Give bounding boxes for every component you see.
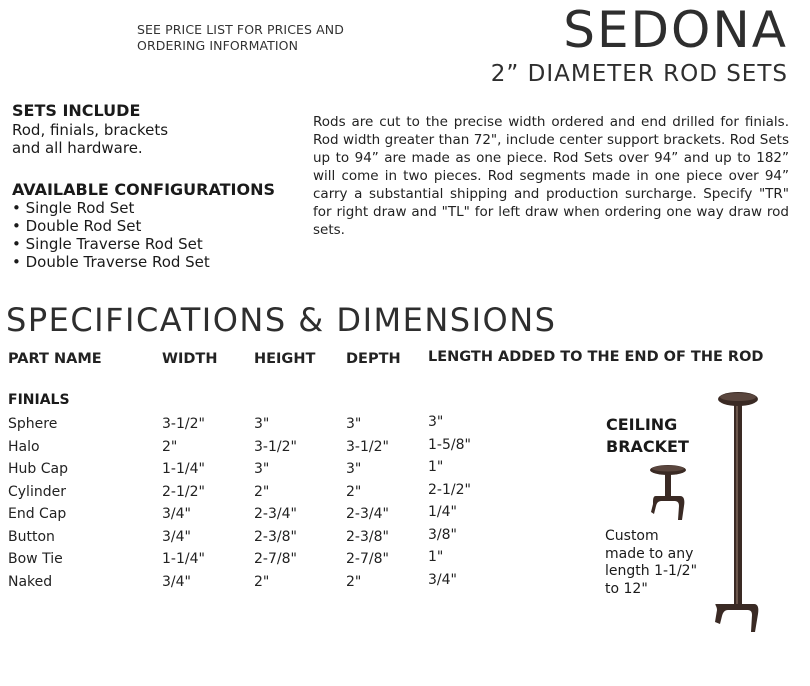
custom-length-note: [605, 528, 715, 598]
sets-include-heading: SETS INCLUDE: [12, 101, 141, 120]
table-cell-depth: 2-3/8": [346, 528, 389, 545]
header-width: WIDTH: [162, 351, 218, 367]
price-note-line-2: ORDERING INFORMATION: [137, 38, 299, 53]
table-cell-height: 2-7/8": [254, 551, 297, 567]
table-cell-width: 3-1/2": [162, 416, 205, 432]
table-cell-name: Bow Tie: [8, 551, 63, 567]
ceiling-title-line-1: CEILING: [606, 415, 678, 434]
table-cell-name: Cylinder: [8, 483, 66, 500]
table-cell-depth: 2-3/4": [346, 506, 389, 522]
finials-group-label: FINIALS: [8, 392, 70, 408]
table-cell-depth: 3": [346, 416, 362, 432]
configurations-list: [12, 199, 210, 271]
config-item: • Single Traverse Rod Set: [12, 235, 210, 253]
table-cell-width: 3/4": [162, 573, 191, 590]
table-cell-length: 3/8": [428, 526, 457, 543]
price-list-note: [137, 22, 344, 54]
table-cell-length: 1": [428, 549, 444, 565]
configurations-heading: AVAILABLE CONFIGURATIONS: [12, 180, 275, 199]
table-cell-length: 2-1/2": [428, 481, 471, 498]
header-length: LENGTH ADDED TO THE END OF THE ROD: [428, 349, 764, 365]
product-subtitle: 2” DIAMETER ROD SETS: [490, 61, 788, 87]
rod-description: Rods are cut to the precise width ordered and end drilled for finials. Rod width greater than 72", include center support brackets. Rod Sets up to 94” are made as one piece. Rod Sets over 94” and up to 182” will come in two pieces. Rod segments made in one piece over 94” carry a substantial shipping and production surcharge. Specify "TR" for right draw and "TL" for left draw when ordering one way draw rod sets.: [313, 114, 789, 238]
table-cell-width: 2-1/2": [162, 483, 205, 500]
sets-include-line-2: and all hardware.: [12, 139, 143, 157]
table-cell-name: End Cap: [8, 506, 67, 522]
price-note-line-1: SEE PRICE LIST FOR PRICES AND: [137, 22, 344, 37]
table-cell-depth: 3-1/2": [346, 438, 389, 455]
custom-note-line-2: made to any: [605, 545, 694, 562]
table-cell-length: 3/4": [428, 571, 457, 588]
table-cell-width: 3/4": [162, 506, 191, 522]
custom-note-line-4: to 12": [605, 580, 648, 597]
table-cell-name: Halo: [8, 438, 40, 455]
table-cell-width: 1-1/4": [162, 551, 205, 567]
sets-include-text: [12, 121, 202, 157]
table-cell-width: 1-1/4": [162, 461, 205, 477]
header-part-name: PART NAME: [8, 351, 102, 367]
table-cell-height: 3": [254, 416, 270, 432]
table-cell-depth: 2": [346, 573, 362, 590]
table-cell-height: 3-1/2": [254, 438, 297, 455]
specifications-title: SPECIFICATIONS & DIMENSIONS: [6, 301, 557, 339]
depth-column: [346, 413, 389, 593]
table-cell-height: 3": [254, 461, 270, 477]
header-height: HEIGHT: [254, 351, 316, 367]
table-cell-width: 2": [162, 438, 178, 455]
custom-note-line-1: Custom: [605, 528, 659, 544]
header-depth: DEPTH: [346, 351, 401, 367]
width-column: [162, 413, 205, 593]
table-cell-height: 2": [254, 483, 270, 500]
table-cell-name: Sphere: [8, 416, 58, 432]
long-ceiling-bracket-image: [708, 388, 768, 644]
length-column: [428, 411, 471, 591]
custom-note-line-3: length 1-1/2": [605, 563, 698, 579]
config-item: • Double Rod Set: [12, 217, 210, 235]
table-cell-depth: 2-7/8": [346, 551, 389, 567]
config-item: • Double Traverse Rod Set: [12, 253, 210, 271]
ceiling-title-line-2: BRACKET: [606, 437, 689, 456]
table-cell-depth: 3": [346, 461, 362, 477]
part-name-column: [8, 413, 68, 593]
table-cell-height: 2-3/8": [254, 528, 297, 545]
sets-include-line-1: Rod, finials, brackets: [12, 121, 169, 139]
table-cell-height: 2-3/4": [254, 506, 297, 522]
ceiling-bracket-title: [606, 414, 689, 458]
table-cell-depth: 2": [346, 483, 362, 500]
table-cell-name: Button: [8, 528, 55, 545]
table-cell-name: Naked: [8, 573, 53, 590]
brand-title: SEDONA: [563, 1, 788, 59]
table-cell-length: 1/4": [428, 504, 457, 520]
height-column: [254, 413, 297, 593]
table-cell-length: 3": [428, 414, 444, 430]
table-cell-name: Hub Cap: [8, 461, 68, 477]
small-ceiling-bracket-image: [638, 462, 698, 526]
table-cell-length: 1": [428, 459, 444, 475]
table-cell-height: 2": [254, 573, 270, 590]
table-cell-width: 3/4": [162, 528, 191, 545]
table-cell-length: 1-5/8": [428, 436, 471, 453]
config-item: • Single Rod Set: [12, 199, 210, 217]
